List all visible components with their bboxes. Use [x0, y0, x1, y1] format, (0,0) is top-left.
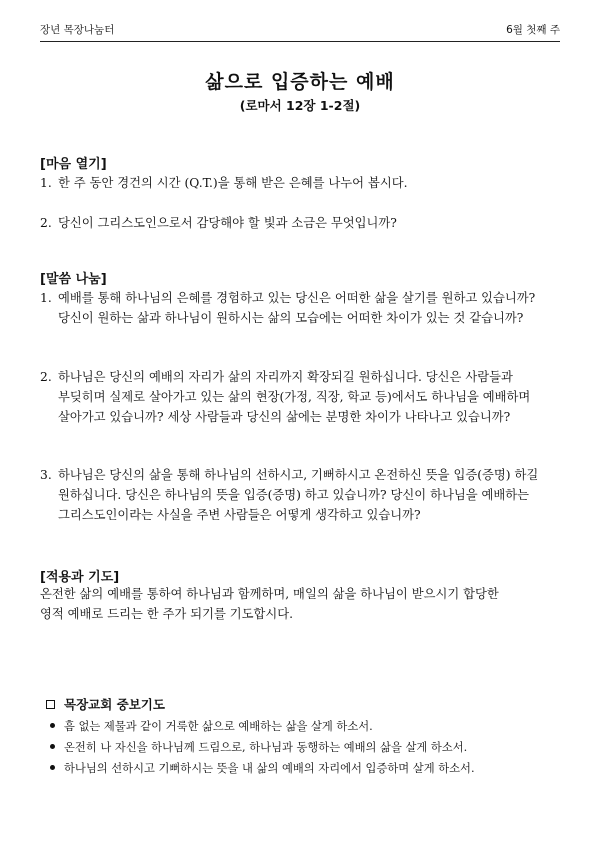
page-title: 삶으로 입증하는 예배: [205, 71, 395, 93]
header-divider: [40, 41, 560, 42]
question-text: 한 주 동안 경건의 시간 (Q.T.)을 통해 받은 은혜를 나누어 봅시다.: [58, 176, 408, 190]
question-line: 당신이 원하는 삶과 하나님이 원하시는 삶의 모습에는 어떠한 차이가 있는 것 같습니까?: [58, 311, 524, 325]
question-line: [40, 288, 562, 308]
application-text: [40, 584, 562, 624]
prayer-item-text: 하나님의 선하시고 기뻐하시는 뜻을 내 삶의 예배의 자리에서 입증하며 살게 하소서.: [64, 762, 475, 775]
section-heading-word: [말씀 나눔]: [40, 272, 107, 287]
question-number: 3.: [40, 468, 52, 482]
question-line: 살아가고 있습니까? 세상 사람들과 당신의 삶에는 분명한 차이가 나타나고 있습니까?: [58, 410, 511, 424]
question-line: 그리스도인이라는 사실을 주변 사람들은 어떻게 생각하고 있습니까?: [58, 508, 421, 522]
question-line: 원하십니다. 당신은 하나님의 뜻을 입증(증명) 하고 있습니까? 당신이 하나님을 예배하는: [58, 488, 530, 502]
question-line: 부딪히며 실제로 살아가고 있는 삶의 현장(가정, 직장, 학교 등)에서도 하나님을 예배하며: [58, 390, 531, 404]
question-line: [40, 367, 562, 387]
opening-question-2: [40, 213, 562, 233]
question-number: 1.: [40, 176, 52, 190]
section-heading-application: [적용과 기도]: [40, 570, 120, 585]
scripture-reference: (로마서 12장 1-2절): [239, 98, 361, 113]
bullet-icon: [50, 765, 55, 770]
prayer-item-text: 온전히 나 자신을 하나님께 드림으로, 하나님과 동행하는 예배의 삶을 살게 하소서.: [64, 741, 468, 754]
header-left-label: 장년 목장나눔터: [40, 24, 115, 36]
question-number: 1.: [40, 291, 52, 305]
list-item: [50, 737, 560, 758]
page-header: [40, 22, 560, 42]
list-item: [50, 758, 560, 779]
bullet-icon: [50, 723, 55, 728]
bullet-icon: [50, 744, 55, 749]
question-line: [40, 465, 562, 485]
prayer-item-text: 흠 없는 제물과 같이 거룩한 삶으로 예배하는 삶을 살게 하소서.: [64, 720, 373, 733]
application-line: 온전한 삶의 예배를 통하여 하나님과 함께하며, 매일의 삶을 하나님이 받으시기 합당한: [40, 587, 499, 601]
prayer-heading: [46, 695, 165, 713]
list-item: [50, 716, 560, 737]
prayer-list: [50, 716, 560, 779]
word-question-3: [40, 465, 562, 525]
checkbox-square-icon: [46, 700, 55, 709]
question-text: 하나님은 당신의 예배의 자리가 삶의 자리까지 확장되길 원하십니다. 당신은 사람들과: [58, 370, 513, 384]
question-number: 2.: [40, 370, 52, 384]
opening-question-1: [40, 173, 562, 193]
question-text: 예배를 통해 하나님의 은혜를 경험하고 있는 당신은 어떠한 삶을 살기를 원하고 있습니까?: [58, 291, 536, 305]
question-text: 하나님은 당신의 삶을 통해 하나님의 선하시고, 기뻐하시고 온전하신 뜻을 입증(증명) 하길: [58, 468, 539, 482]
prayer-heading-label: 목장교회 중보기도: [64, 697, 165, 712]
header-right-label: 6월 첫째 주: [506, 24, 560, 36]
question-number: 2.: [40, 216, 52, 230]
word-question-1: [40, 288, 562, 328]
section-heading-opening: [마음 열기]: [40, 157, 107, 172]
word-question-2: [40, 367, 562, 427]
application-line: 영적 예배로 드리는 한 주가 되기를 기도합시다.: [40, 607, 294, 621]
question-text: 당신이 그리스도인으로서 감당해야 할 빛과 소금은 무엇입니까?: [58, 216, 397, 230]
